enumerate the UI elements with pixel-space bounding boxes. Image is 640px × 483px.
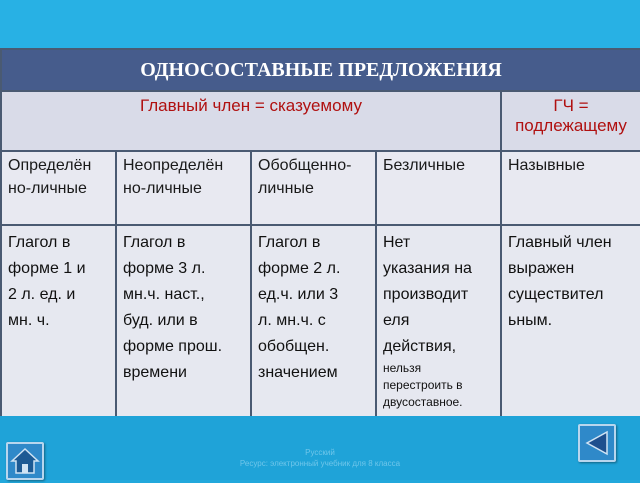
cell-line: действия, <box>383 338 457 355</box>
cell-line: форме 3 л. <box>123 260 206 277</box>
footer-line-1: Русский <box>305 448 335 457</box>
cell-line: форме прош. <box>123 338 223 355</box>
column-header-indefinite-personal <box>116 151 251 225</box>
back-arrow-icon <box>580 426 614 460</box>
cell-line: л. мн.ч. с <box>258 312 326 329</box>
home-icon <box>8 444 42 478</box>
column-header-impersonal <box>376 151 501 225</box>
impersonal-note-line: двусоставное. <box>383 395 463 409</box>
cell-impersonal <box>376 225 501 421</box>
header-line: Безличные <box>383 157 466 174</box>
cell-line: Главный член <box>508 234 612 251</box>
cell-line: времени <box>123 364 187 381</box>
header-line: Определён <box>8 157 92 174</box>
cell-line: Глагол в <box>8 234 71 251</box>
cell-line: форме 1 и <box>8 260 86 277</box>
cell-indefinite-personal <box>116 225 251 421</box>
cell-line: Нет <box>383 234 411 251</box>
cell-line: указания на <box>383 260 472 277</box>
column-header-definite-personal <box>1 151 116 225</box>
cell-generalized-personal <box>251 225 376 421</box>
header-line: личные <box>258 180 314 197</box>
header-line: Неопределён <box>123 157 224 174</box>
cell-line: ьным. <box>508 312 553 329</box>
group-predicate-header: Главный член = сказуемому <box>1 91 501 151</box>
cell-line: форме 2 л. <box>258 260 341 277</box>
back-button[interactable] <box>578 424 616 462</box>
table-title: ОДНОСОСТАВНЫЕ ПРЕДЛОЖЕНИЯ <box>1 49 640 91</box>
top-strip <box>0 0 640 48</box>
cell-line: мн. ч. <box>8 312 50 329</box>
home-button[interactable] <box>6 442 44 480</box>
column-header-generalized-personal <box>251 151 376 225</box>
footer-line-2: Ресурс: электронный учебник для 8 класса <box>239 459 401 468</box>
cell-nominative <box>501 225 640 421</box>
cell-line: 2 л. ед. и <box>8 286 76 303</box>
cell-line: производит <box>383 286 469 303</box>
group-subject-line1: ГЧ = <box>553 96 589 115</box>
cell-line: еля <box>383 312 410 329</box>
cell-line: существител <box>508 286 604 303</box>
group-subject-line2: подлежащему <box>515 116 627 135</box>
column-header-nominative <box>501 151 640 225</box>
impersonal-note-line: нельзя <box>383 361 422 375</box>
group-subject-header <box>501 91 640 151</box>
header-line: но-личные <box>123 180 202 197</box>
header-line: Обобщенно- <box>258 157 352 174</box>
cell-line: мн.ч. наст., <box>123 286 205 303</box>
header-line: но-личные <box>8 180 87 197</box>
cell-line: Глагол в <box>123 234 186 251</box>
syntax-table <box>0 48 640 422</box>
cell-line: выражен <box>508 260 575 277</box>
header-line: Назывные <box>508 157 585 174</box>
cell-definite-personal <box>1 225 116 421</box>
cell-line: обобщен. <box>258 338 330 355</box>
cell-line: Глагол в <box>258 234 321 251</box>
cell-line: буд. или в <box>123 312 198 329</box>
cell-line: значением <box>258 364 338 381</box>
impersonal-note-line: перестроить в <box>383 378 463 392</box>
cell-line: ед.ч. или 3 <box>258 286 339 303</box>
